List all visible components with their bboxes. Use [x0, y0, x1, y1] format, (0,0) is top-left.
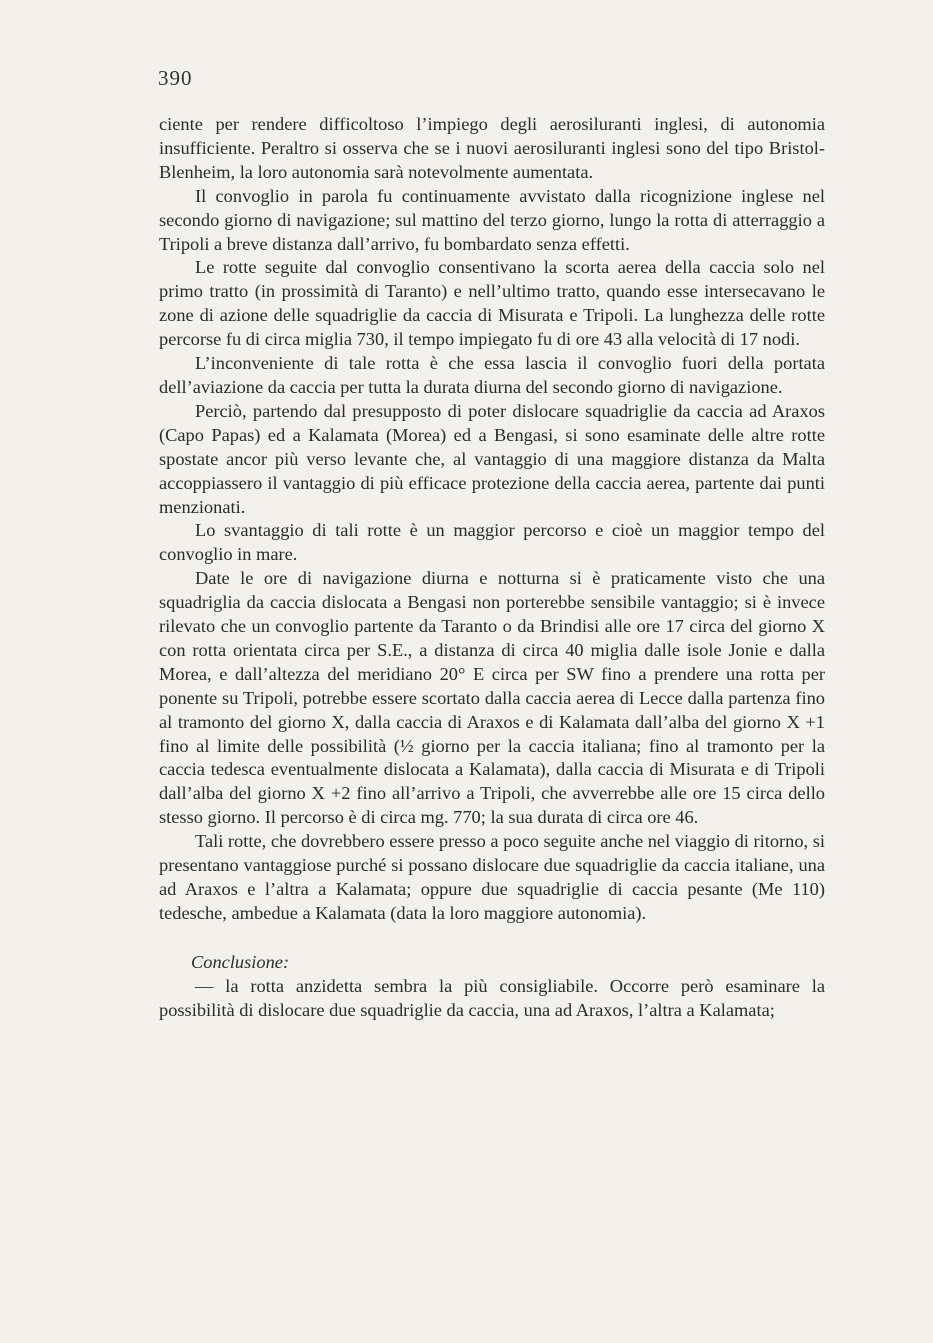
body-text: [159, 113, 825, 1023]
conclusion-section: [159, 975, 825, 1023]
paragraph-return-voyage: Tali rotte, che dovrebbero essere presso a poco seguite anche nel viaggio di ritorno, si presentano vantaggiose purché si possano dislocare due squadriglie da caccia italiane, una ad Araxos e l’altra a Kalamata; oppure due squadriglie di caccia pesante (Me 110) tedesche, ambedue a Kalamata (data la loro maggiore autonomia).: [159, 831, 825, 923]
paragraph-continuation: ciente per rendere difficoltoso l’impiego degli aerosiluranti inglesi, di autonomia insufficiente. Peraltro si osserva che se i nuovi aerosiluranti inglesi sono del tipo Bristol-Blenheim, la loro autonomia sarà notevolmente aumentata.: [159, 114, 825, 182]
conclusion-heading: Conclusione:: [191, 951, 290, 972]
paragraph-conclusion: — la rotta anzidetta sembra la più consigliabile. Occorre però esaminare la possibilità di dislocare due squadriglie da caccia, una ad Araxos, l’altra a Kalamata;: [159, 975, 825, 1020]
paragraph-convoy-sighting: Il convoglio in parola fu continuamente avvistato dalla ricognizione inglese nel secondo giorno di navigazione; sul mattino del terzo giorno, lungo la rotta di atterraggio a Tripoli a breve distanza dall’arrivo, fu bombardato senza effetti.: [159, 185, 825, 254]
paragraph-route-escort: Le rotte seguite dal convoglio consentivano la scorta aerea della caccia solo nel primo tratto (in prossimità di Taranto) e nell’ultimo tratto, quando esse intersecavano le zone di azione delle squadriglie da caccia di Misurata e Tripoli. La lunghezza delle rotte percorse fu di circa miglia 730, il tempo impiegato fu di ore 43 alla velocità di 17 nodi.: [159, 257, 825, 350]
paragraph-alternative-routes: Perciò, partendo dal presupposto di poter dislocare squadriglie da caccia ad Araxos (Capo Papas) ed a Kalamata (Morea) ed a Bengasi, si sono esaminate delle altre rotte spostate ancor più verso levante che, al vantaggio di una maggiore distanza da Malta accoppiassero il vantaggio di più efficace protezione della caccia aerea, partente dai punti menzionati.: [159, 400, 825, 517]
paragraph-route-drawback: L’inconveniente di tale rotta è che essa lascia il convoglio fuori della portata dell’aviazione da caccia per tutta la durata diurna del secondo giorno di navigazione.: [159, 353, 825, 397]
paragraph-disadvantage: Lo svantaggio di tali rotte è un maggior percorso e cioè un maggior tempo del convoglio in mare.: [159, 520, 825, 565]
paragraph-navigation-hours: Date le ore di navigazione diurna e notturna si è praticamente visto che una squadriglia da caccia dislocata a Bengasi non porterebbe sensibile vantaggio; si è invece rilevato che un convoglio partente da Taranto o da Brindisi alle ore 17 circa del giorno X con rotta orientata circa per S.E., a distanza di circa 40 miglia dalle isole Jonie e dalla Morea, e dall’altezza del meridiano 20° E circa per SW fino a prendere una rotta per ponente su Tripoli, potrebbe essere scortato dalla caccia aerea di Lecce dalla partenza fino al tramonto del giorno X, dalla caccia di Araxos e di Kalamata dall’alba del giorno X +1 fino al limite delle possibilità (½ giorno per la caccia italiana; fino al tramonto per la caccia tedesca eventualmente dislocata a Kalamata), dalla caccia di Misurata e di Tripoli dall’alba del giorno X +2 fino all’arrivo a Tripoli, che avverrebbe alle ore 15 circa dello stesso giorno. Il percorso è di circa mg. 770; la sua durata di circa ore 46.: [159, 568, 825, 828]
page-number: 390: [158, 66, 193, 90]
